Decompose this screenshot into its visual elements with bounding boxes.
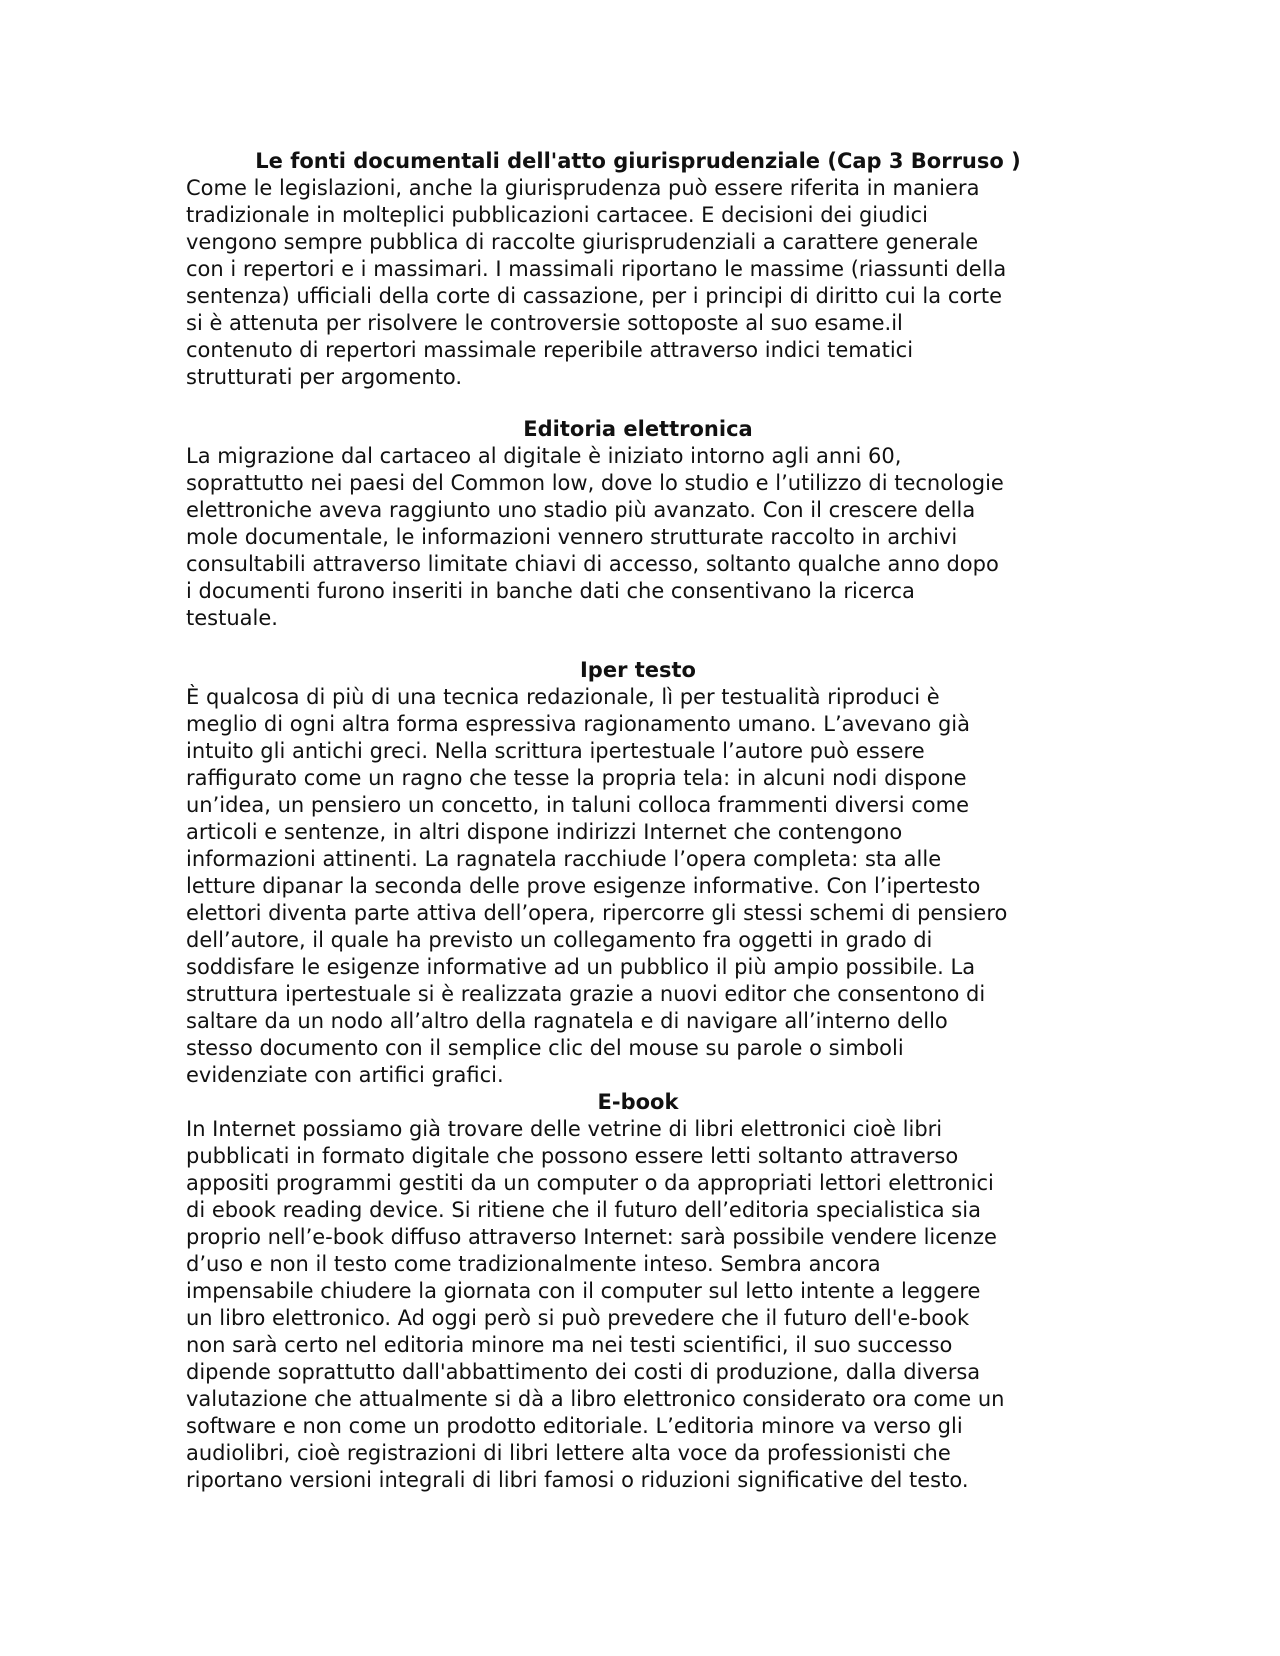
text-line: elettori diventa parte attiva dell’opera, ripercorre gli stessi schemi di pensiero	[186, 901, 1008, 925]
text-line: intuito gli antichi greci. Nella scrittura ipertestuale l’autore può essere	[186, 739, 925, 763]
paragraph-editoria	[186, 443, 1090, 632]
text-line: soprattutto nei paesi del Common low, dove lo studio e l’utilizzo di tecnologie	[186, 471, 1004, 495]
paragraph-ebook	[186, 1116, 1090, 1494]
section-heading-editoria: Editoria elettronica	[523, 417, 753, 441]
section-heading-fonti: Le fonti documentali dell'atto giurisprudenziale (Cap 3 Borruso )	[255, 149, 1021, 173]
text-line: non sarà certo nel editoria minore ma nei testi scientifici, il suo successo	[186, 1333, 953, 1357]
text-line: informazioni attinenti. La ragnatela racchiude l’opera completa: sta alle	[186, 847, 942, 871]
section-spacer	[186, 391, 1090, 416]
text-line: impensabile chiudere la giornata con il computer sul letto intente a leggere	[186, 1279, 981, 1303]
text-line: di ebook reading device. Si ritiene che il futuro dell’editoria specialistica sia	[186, 1198, 981, 1222]
text-line: stesso documento con il semplice clic del mouse su parole o simboli	[186, 1036, 904, 1060]
text-line: elettroniche aveva raggiunto uno stadio più avanzato. Con il crescere della	[186, 498, 976, 522]
text-line: raffigurato come un ragno che tesse la propria tela: in alcuni nodi dispone	[186, 766, 967, 790]
text-line: evidenziate con artifici grafici.	[186, 1063, 504, 1087]
text-line: un libro elettronico. Ad oggi però si può prevedere che il futuro dell'e-book	[186, 1306, 970, 1330]
text-line: audiolibri, cioè registrazioni di libri lettere alta voce da professionisti che	[186, 1441, 951, 1465]
text-line: sentenza) ufficiali della corte di cassazione, per i principi di diritto cui la corte	[186, 284, 1002, 308]
text-line: valutazione che attualmente si dà a libro elettronico considerato ora come un	[186, 1387, 1005, 1411]
text-line: Come le legislazioni, anche la giurisprudenza può essere riferita in maniera	[186, 176, 980, 200]
text-line: contenuto di repertori massimale reperibile attraverso indici tematici	[186, 338, 914, 362]
text-line: meglio di ogni altra forma espressiva ragionamento umano. L’avevano già	[186, 712, 970, 736]
document-body	[186, 148, 1090, 1494]
section-spacer	[186, 632, 1090, 657]
section-heading-ebook: E-book	[597, 1090, 679, 1114]
text-line: strutturati per argomento.	[186, 365, 463, 389]
text-line: pubblicati in formato digitale che possono essere letti soltanto attraverso	[186, 1144, 959, 1168]
text-line: un’idea, un pensiero un concetto, in taluni colloca frammenti diversi come	[186, 793, 970, 817]
text-line: riportano versioni integrali di libri famosi o riduzioni significative del testo.	[186, 1468, 969, 1492]
text-line: con i repertori e i massimari. I massimali riportano le massime (riassunti della	[186, 257, 1007, 281]
section-heading-ipertesto: Iper testo	[579, 658, 696, 682]
text-line: letture dipanar la seconda delle prove esigenze informative. Con l’ipertesto	[186, 874, 981, 898]
text-line: software e non come un prodotto editoriale. L’editoria minore va verso gli	[186, 1414, 963, 1438]
text-line: i documenti furono inseriti in banche dati che consentivano la ricerca	[186, 579, 915, 603]
text-line: proprio nell’e-book diffuso attraverso Internet: sarà possibile vendere licenze	[186, 1225, 997, 1249]
paragraph-ipertesto	[186, 684, 1090, 1089]
text-line: mole documentale, le informazioni vennero strutturate raccolto in archivi	[186, 525, 958, 549]
text-line: si è attenuta per risolvere le controversie sottoposte al suo esame.il	[186, 311, 903, 335]
text-line: dipende soprattutto dall'abbattimento dei costi di produzione, dalla diversa	[186, 1360, 981, 1384]
text-line: consultabili attraverso limitate chiavi di accesso, soltanto qualche anno dopo	[186, 552, 999, 576]
text-line: È qualcosa di più di una tecnica redazionale, lì per testualità riproduci è	[186, 685, 940, 709]
text-line: testuale.	[186, 606, 278, 630]
text-line: articoli e sentenze, in altri dispone indirizzi Internet che contengono	[186, 820, 903, 844]
text-line: vengono sempre pubblica di raccolte giurisprudenziali a carattere generale	[186, 230, 979, 254]
text-line: d’uso e non il testo come tradizionalmente inteso. Sembra ancora	[186, 1252, 881, 1276]
text-line: saltare da un nodo all’altro della ragnatela e di navigare all’interno dello	[186, 1009, 948, 1033]
text-line: La migrazione dal cartaceo al digitale è iniziato intorno agli anni 60,	[186, 444, 902, 468]
text-line: dell’autore, il quale ha previsto un collegamento fra oggetti in grado di	[186, 928, 933, 952]
text-line: struttura ipertestuale si è realizzata grazie a nuovi editor che consentono di	[186, 982, 986, 1006]
text-line: tradizionale in molteplici pubblicazioni cartacee. E decisioni dei giudici	[186, 203, 928, 227]
text-line: In Internet possiamo già trovare delle vetrine di libri elettronici cioè libri	[186, 1117, 943, 1141]
text-line: appositi programmi gestiti da un computer o da appropriati lettori elettronici	[186, 1171, 994, 1195]
paragraph-fonti	[186, 175, 1090, 391]
text-line: soddisfare le esigenze informative ad un pubblico il più ampio possibile. La	[186, 955, 976, 979]
